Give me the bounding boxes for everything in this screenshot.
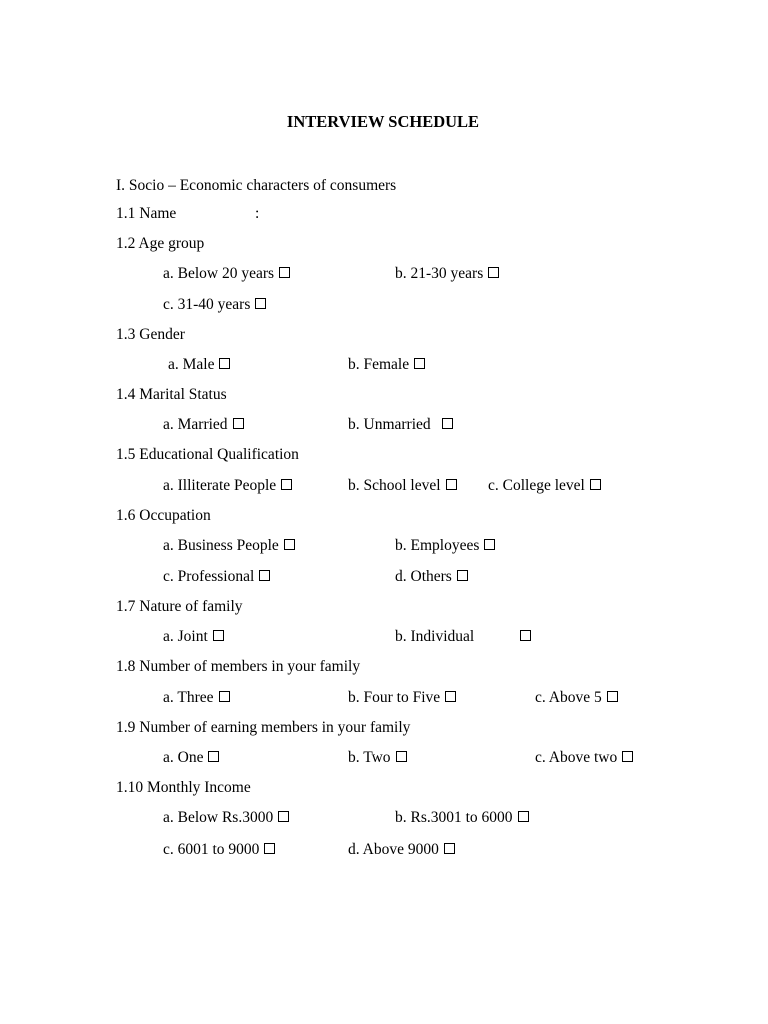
checkbox[interactable] [259, 570, 270, 581]
checkbox[interactable] [414, 358, 425, 369]
checkbox[interactable] [208, 751, 219, 762]
checkbox[interactable] [233, 418, 244, 429]
option-6001-to-9000[interactable]: c. 6001 to 9000 [163, 841, 275, 859]
checkbox[interactable] [488, 267, 499, 278]
checkbox[interactable] [284, 539, 295, 550]
checkbox[interactable] [219, 358, 230, 369]
checkbox[interactable] [219, 691, 230, 702]
option-above-9000[interactable]: d. Above 9000 [348, 841, 455, 859]
question-marital-status: 1.4 Marital Status [116, 386, 227, 403]
checkbox[interactable] [396, 751, 407, 762]
checkbox[interactable] [518, 811, 529, 822]
option-male[interactable]: a. Male [168, 356, 230, 374]
option-below-20-years[interactable]: a. Below 20 years [163, 265, 290, 283]
option-rs-3001-to-6000[interactable]: b. Rs.3001 to 6000 [395, 809, 529, 827]
question-nature-of-family: 1.7 Nature of family [116, 598, 243, 615]
question-number-of-members: 1.8 Number of members in your family [116, 658, 361, 675]
checkbox[interactable] [264, 843, 275, 854]
option-school-level[interactable]: b. School level [348, 477, 457, 495]
option-female[interactable]: b. Female [348, 356, 425, 374]
option-above-5[interactable]: c. Above 5 [535, 689, 618, 707]
checkbox[interactable] [520, 630, 531, 641]
option-below-rs-3000[interactable]: a. Below Rs.3000 [163, 809, 289, 827]
checkbox[interactable] [442, 418, 453, 429]
option-31-40-years[interactable]: c. 31-40 years [163, 296, 266, 314]
option-three[interactable]: a. Three [163, 689, 230, 707]
option-married[interactable]: a. Married [163, 416, 244, 434]
option-others[interactable]: d. Others [395, 568, 468, 586]
checkbox[interactable] [446, 479, 457, 490]
checkbox[interactable] [213, 630, 224, 641]
option-joint[interactable]: a. Joint [163, 628, 224, 646]
checkbox[interactable] [279, 267, 290, 278]
checkbox[interactable] [622, 751, 633, 762]
checkbox[interactable] [444, 843, 455, 854]
checkbox[interactable] [484, 539, 495, 550]
option-business-people[interactable]: a. Business People [163, 537, 295, 555]
option-college-level[interactable]: c. College level [488, 477, 601, 495]
checkbox[interactable] [278, 811, 289, 822]
option-21-30-years[interactable]: b. 21-30 years [395, 265, 499, 283]
option-above-two[interactable]: c. Above two [535, 749, 633, 767]
option-professional[interactable]: c. Professional [163, 568, 270, 586]
name-colon: : [255, 205, 260, 222]
checkbox[interactable] [255, 298, 266, 309]
option-unmarried[interactable]: b. Unmarried [348, 416, 453, 434]
option-one[interactable]: a. One [163, 749, 219, 767]
checkbox[interactable] [590, 479, 601, 490]
question-age-group: 1.2 Age group [116, 235, 205, 252]
question-occupation: 1.6 Occupation [116, 507, 211, 524]
question-gender: 1.3 Gender [116, 326, 185, 343]
checkbox[interactable] [445, 691, 456, 702]
question-earning-members: 1.9 Number of earning members in your family [116, 719, 411, 736]
name-label: 1.1 Name [116, 205, 177, 222]
checkbox[interactable] [607, 691, 618, 702]
section-heading: I. Socio – Economic characters of consumers [116, 177, 397, 194]
option-individual[interactable]: b. Individual [395, 628, 531, 646]
checkbox[interactable] [457, 570, 468, 581]
option-employees[interactable]: b. Employees [395, 537, 495, 555]
option-four-to-five[interactable]: b. Four to Five [348, 689, 456, 707]
option-two[interactable]: b. Two [348, 749, 407, 767]
option-illiterate-people[interactable]: a. Illiterate People [163, 477, 292, 495]
page-title: INTERVIEW SCHEDULE [286, 112, 480, 131]
question-monthly-income: 1.10 Monthly Income [116, 779, 251, 796]
checkbox[interactable] [281, 479, 292, 490]
question-educational-qualification: 1.5 Educational Qualification [116, 446, 299, 463]
